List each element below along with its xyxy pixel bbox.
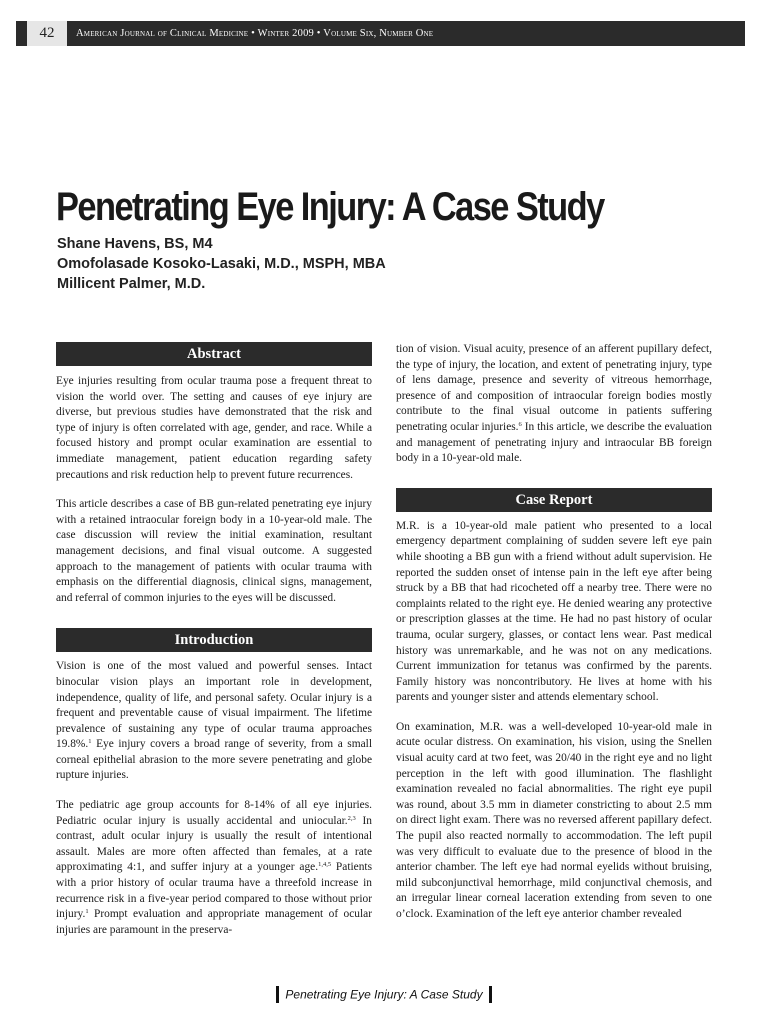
introduction-heading: Introduction [56, 628, 372, 652]
abstract-heading: Abstract [56, 342, 372, 366]
abstract-paragraph-1: Eye injuries resulting from ocular trauma pose a frequent threat to vision the world over. The setting and causes of eye injury are diverse, but previous studies have demonstrated that the risk and type of injury is often correlated with age, gender, and race. While a focused history and prompt ocular examination are essential to immediate management, patient education regarding safety precautions and risk reduction help to prevent future recurrences. [56, 375, 372, 481]
text-run: In contrast, adult ocular injury is usually the result of intentional assault. Males are more often affected than females, at a rate approximating 4:1, and suffer injury at a younger age. [56, 814, 372, 874]
journal-running-head: American Journal of Clinical Medicine • Winter 2009 • Volume Six, Number One [76, 28, 434, 39]
right-column [396, 342, 712, 923]
text-run: tion of vision. Visual acuity, presence of an afferent pupillary defect, the type of injury, the location, and extent of penetrating injury, type of lens damage, presence and severity of vitreous hemorrhage, presence of and composition of intraocular foreign bodies mostly contribute to the final visual outcome in patients suffering penetrating ocular injuries. [396, 343, 712, 433]
text-run: In this article, we describe the evaluation and management of penetrating injury and intraocular BB foreign body in a 10-year-old male. [396, 420, 712, 465]
author-1: Shane Havens, BS, M4 [57, 236, 213, 252]
page-number: 42 [23, 21, 67, 46]
text-run: Prompt evaluation and appropriate management of ocular injuries are paramount in the preserva- [56, 908, 372, 936]
text-run: The pediatric age group accounts for 8-14% of all eye injuries. Pediatric ocular injury is usually accidental and uniocular. [56, 799, 372, 827]
article-title: Penetrating Eye Injury: A Case Study [56, 185, 604, 229]
footer-bar-left [276, 986, 279, 1003]
running-header [16, 21, 745, 46]
case-report-heading: Case Report [396, 488, 712, 512]
introduction-paragraph-1 [56, 659, 372, 784]
author-3: Millicent Palmer, M.D. [57, 276, 206, 292]
abstract-paragraph-2: This article describes a case of BB gun-related penetrating eye injury with a retained intraocular foreign body in a 10-year-old male. The case discussion will review the initial examination, resultant management decisions, and final visual outcome. A suggested approach to the management of patients with ocular trauma with emphasis on the differential diagnosis, clinical signs, management, and referral of common injuries to the eyes will be discussed. [56, 498, 372, 604]
citation-superscript: 2,3 [347, 814, 356, 822]
text-run: Vision is one of the most valued and powerful senses. Intact binocular vision plays an important role in development, independence, quality of life, and personal safety. Ocular injury is a frequent and preventable cause of visual impairment. The lifetime prevalence of sustaining any type of ocular trauma approaches 19.8%. [56, 660, 372, 751]
introduction-paragraph-3 [396, 342, 712, 467]
citation-superscript: 6 [518, 420, 522, 428]
running-footer [0, 986, 768, 1003]
text-run: Patients with a prior history of ocular trauma have a threefold increase in recurrence risk in a five-year period compared to those without prior injury. [56, 861, 372, 921]
case-report-paragraph-1: M.R. is a 10-year-old male patient who presented to a local emergency department complaining of sudden severe left eye pain while shooting a BB gun with a friend without adult supervision. He reported the sudden onset of intense pain in the left eye after being struck by a BB that had ricocheted off a nearby tree. There were no complaints related to the right eye. He denied wearing any protective or prescription glasses at the time. He had no past history of ocular trauma, ocular surgery, glasses, or contact lens wear. Past medical history was unremarkable, and he was not on any medications. Current immunization for tetanus was confirmed by the parents. Family history was noncontributory. He lives at home with his parents and younger sister and attends elementary school. [396, 519, 712, 704]
left-column [56, 342, 372, 938]
footer-title: Penetrating Eye Injury: A Case Study [285, 987, 483, 1002]
author-2: Omofolasade Kosoko-Lasaki, M.D., MSPH, MBA [57, 256, 386, 272]
footer-bar-right [489, 986, 492, 1003]
citation-superscript: 1,4,5 [318, 861, 332, 869]
introduction-paragraph-2 [56, 798, 372, 938]
case-report-paragraph-2: On examination, M.R. was a well-developed 10-year-old male in acute ocular distress. On examination, his vision, using the Snellen visual acuity card at two feet, was 20/40 in the right eye and no light perception in the left with good illumination. The flashlight examination revealed no facial abnormalities. The right eye pupil was round, about 3.5 mm in diameter constricting to about 2.5 mm on direct light exam. There was no reversed afferent papillary defect. The pupil also reacted normally to accommodation. The left pupil was very difficult to evaluate due to the presence of blood in the anterior chamber. The left eye had normal eyelids without bruising, mild subconjunctival hemorrhage, mild conjunctival chemosis, and an irregular linear corneal laceration extending from seven to one o’clock. Examination of the left eye anterior chamber revealed [396, 720, 712, 920]
citation-superscript: 1 [88, 738, 92, 746]
text-run: Eye injury covers a broad range of severity, from a small corneal epithelial abrasion to the more severe penetrating and globe rupture injuries. [56, 738, 372, 782]
citation-superscript: 1 [85, 908, 89, 916]
